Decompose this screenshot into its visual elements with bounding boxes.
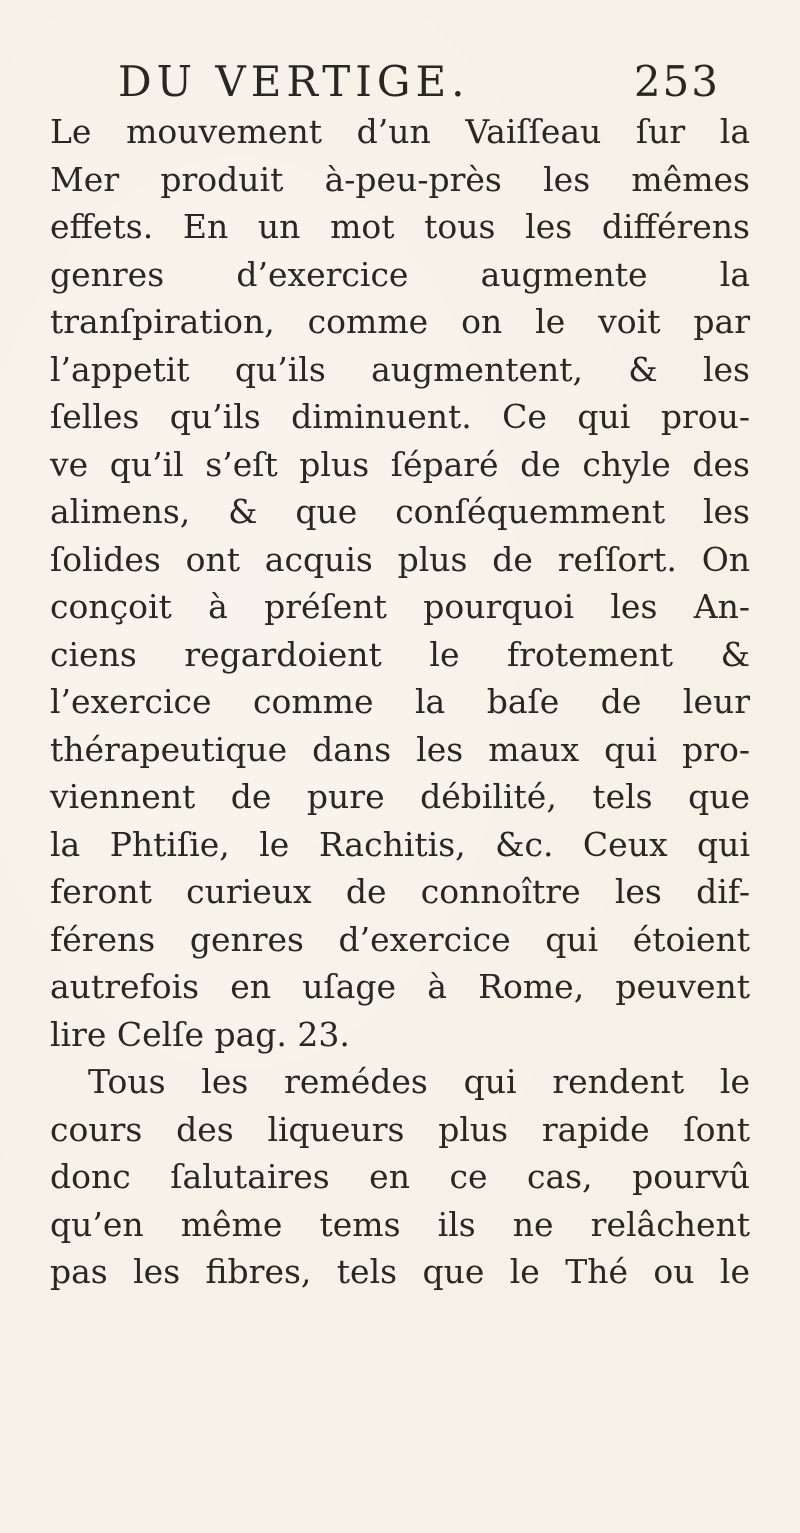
text-line: viennent de pure débilité, tels que [50,777,750,816]
running-title: DU VERTIGE. [118,57,470,106]
text-line: tranſpiration, comme on le voit par [50,302,750,341]
text-line: pas les fibres, tels que le Thé ou le [50,1252,750,1291]
text-line: l’exercice comme la baſe de leur [50,682,750,721]
text-line: ve qu’il s’eſt plus ſéparé de chyle des [50,444,750,484]
text-line: ſelles qu’ils diminuent. Ce qui prou- [50,397,750,436]
page-number: 253 [633,57,720,106]
text-line: conçoit à préſent pourquoi les An- [50,587,750,626]
text-line: ciens regardoient le frotement & [50,634,750,674]
text-line: effets. En un mot tous les différens [50,207,750,246]
text-line: Mer produit à-peu-près les mêmes [50,159,750,199]
text-line: Tous les remédes qui rendent le [88,1062,750,1101]
text-line: Le mouvement d’un Vaiſſeau ſur la [50,112,750,151]
body-text [50,108,750,1296]
page-header [118,54,720,110]
text-line: ſolides ont acquis plus de reſſort. On [50,539,750,579]
text-line: autrefois en uſage à Rome, peuvent [50,967,750,1006]
text-line: cours des liqueurs plus rapide ſont [50,1109,750,1149]
text-line: genres d’exercice augmente la [50,254,750,294]
text-line: qu’en même tems ils ne relâchent [50,1204,750,1244]
text-line: lire Celſe pag. 23. [50,1014,350,1054]
text-line: alimens, & que conſéquemment les [50,492,750,531]
text-line: feront curieux de connoître les dif- [50,872,750,911]
text-line: la Phtiſie, le Rachitis, &c. Ceux qui [50,824,750,864]
text-line: thérapeutique dans les maux qui pro- [50,729,750,769]
text-line: l’appetit qu’ils augmentent, & les [50,349,750,389]
text-line: donc ſalutaires en ce cas, pourvû [50,1157,750,1196]
text-line: férens genres d’exercice qui étoient [50,919,750,959]
